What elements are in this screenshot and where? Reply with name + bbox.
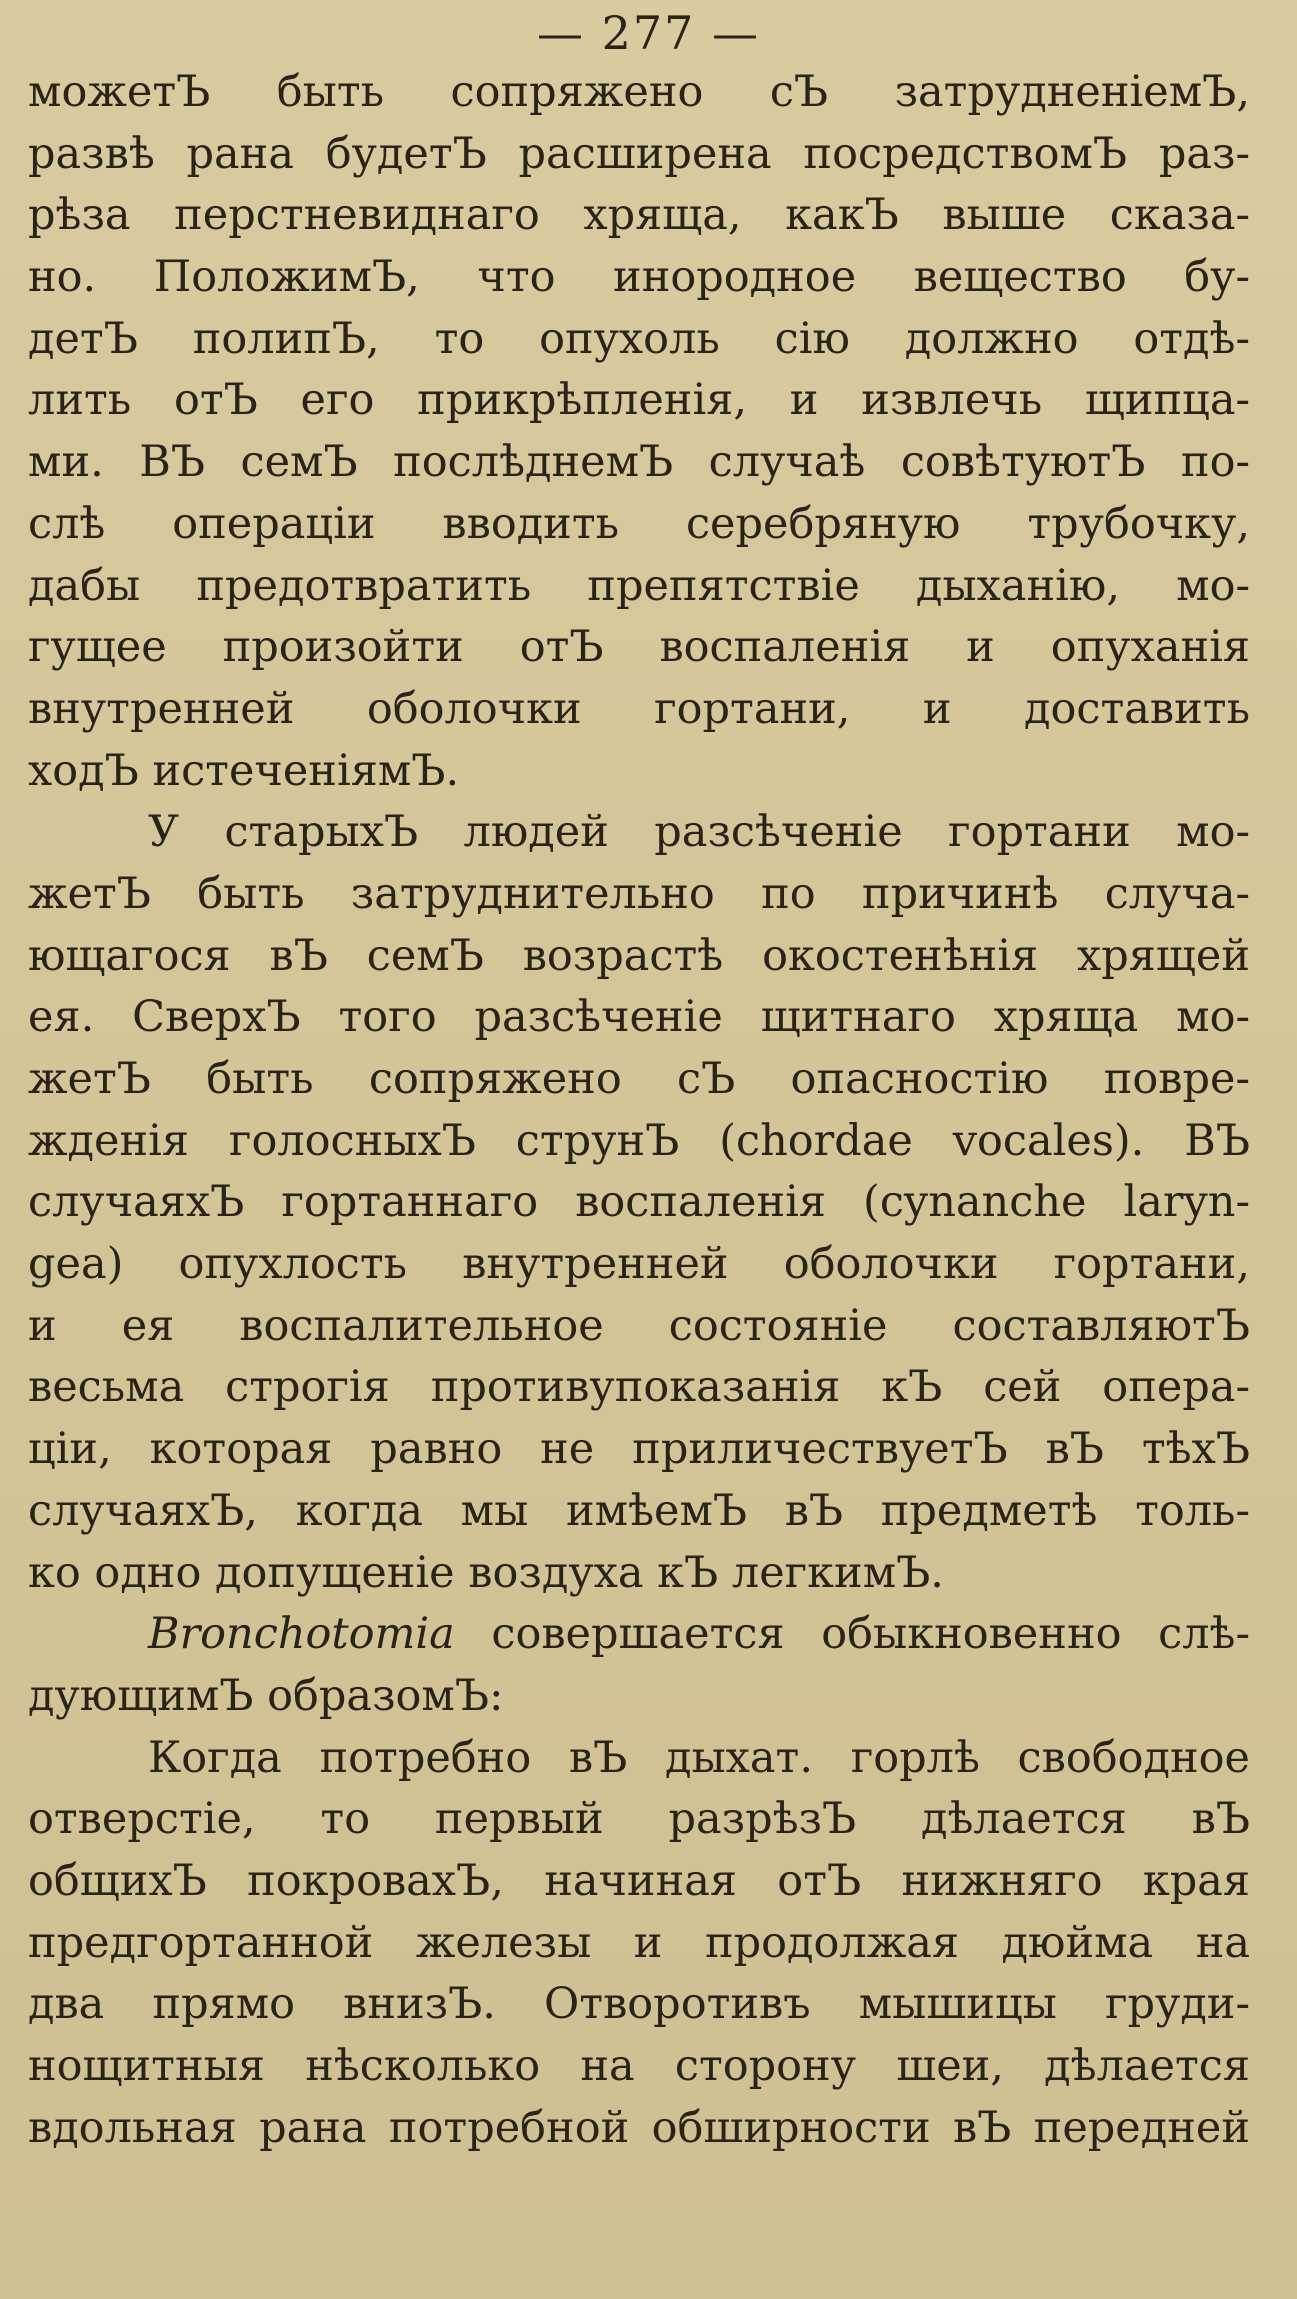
text-line: жетЪ быть затруднительно по причинѣ случа-	[28, 868, 1250, 919]
text-line: У старыхЪ людей разсѣченіе гортани мо-	[148, 807, 1250, 858]
text-line: нощитныя нѣсколько на сторону шеи, дѣлается	[28, 2041, 1250, 2091]
text-line: gea) опухлость внутренней оболочки гортани,	[28, 1239, 1250, 1290]
text-line: внутренней оболочки гортани, и доставить	[28, 683, 1250, 734]
text-line: развѣ рана будетЪ расширена посредствомЪ раз-	[28, 128, 1250, 179]
text-line: ми. ВЪ семЪ послѣднемЪ случаѣ совѣтуютЪ по-	[28, 437, 1250, 488]
text-line: лить отЪ его прикрѣпленія, и извлечь щипца-	[28, 375, 1250, 426]
text-line: ея. СверхЪ того разсѣченіе щитнаго хряща мо-	[28, 992, 1250, 1043]
page-number: — 277 —	[536, 6, 761, 60]
text-line: вдольная рана потребной обширности вЪ передней	[28, 2102, 1250, 2153]
body-text	[28, 62, 1250, 2159]
text-line: Когда потребно вЪ дыхат. горлѣ свободное	[148, 1732, 1250, 1783]
latin-term: Bronchotomia	[148, 1609, 455, 1660]
text-line: ющагося вЪ семЪ возрастѣ окостенѣнія хрящей	[28, 930, 1250, 981]
text-line: но. ПоложимЪ, что инородное вещество бу-	[28, 252, 1250, 303]
text-line: ціи, которая равно не приличествуетЪ вЪ тѣхЪ	[28, 1424, 1250, 1475]
text-line: слѣ операціи вводить серебряную трубочку,	[28, 498, 1250, 549]
text-line: Bronchotomia совершается обыкновенно слѣ-	[148, 1609, 1250, 1660]
text-line: гущее произойти отЪ воспаленія и опуханія	[28, 622, 1250, 673]
text-line: и ея воспалительное состояніе составляютЪ	[28, 1300, 1250, 1351]
text-line: рѣза перстневиднаго хряща, какЪ выше сказа-	[28, 190, 1250, 241]
text-line: отверстіе, то первый разрѣзЪ дѣлается вЪ	[28, 1794, 1250, 1845]
text-line: ко одно допущеніе воздуха кЪ легкимЪ.	[28, 1547, 944, 1598]
text-line: детЪ полипЪ, то опухоль сію должно отдѣ-	[28, 313, 1250, 364]
text-line: жденія голосныхЪ струнЪ (chordae vocales). ВЪ	[28, 1115, 1250, 1166]
text-line: ходЪ истеченіямЪ.	[28, 745, 460, 796]
text-line: жетЪ быть сопряжено сЪ опасностію повре-	[28, 1054, 1250, 1104]
text-line: весьма строгія противупоказанія кЪ сей опера-	[28, 1362, 1250, 1413]
text-line: случаяхЪ гортаннаго воспаленія (cynanche laryn-	[28, 1177, 1250, 1228]
text-line: предгортанной железы и продолжая дюйма на	[28, 1917, 1250, 1968]
text-line: общихЪ покровахЪ, начиная отЪ нижняго края	[28, 1855, 1250, 1906]
text-line: можетЪ быть сопряжено сЪ затрудненіемЪ,	[28, 67, 1250, 117]
text-line: два прямо внизЪ. Отворотивъ мышицы груди-	[28, 1979, 1250, 2030]
text-line: дабы предотвратить препятствіе дыханію, мо-	[28, 560, 1250, 611]
text-line: случаяхЪ, когда мы имѣемЪ вЪ предметѣ толь-	[28, 1485, 1250, 1536]
text-line: дующимЪ образомЪ:	[28, 1670, 504, 1721]
